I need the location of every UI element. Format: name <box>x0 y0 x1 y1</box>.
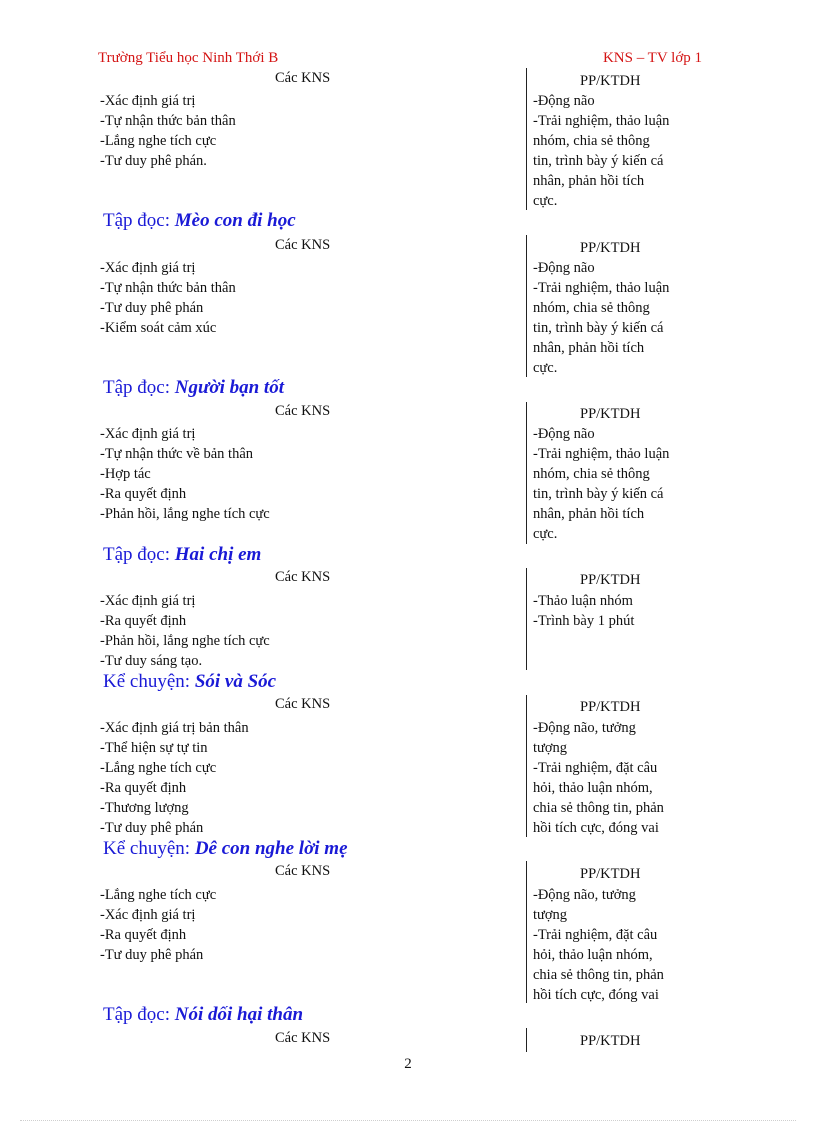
list-item: -Thể hiện sự tự tin <box>100 740 208 756</box>
kns-column-heading: Các KNS <box>275 696 331 712</box>
lesson-title <box>103 377 284 399</box>
list-item: -Ra quyết định <box>100 927 187 943</box>
kns-list <box>100 591 270 671</box>
list-item: -Tư duy phê phán <box>100 300 204 316</box>
list-item: -Ra quyết định <box>100 780 187 796</box>
list-item: -Hợp tác <box>100 466 151 482</box>
method-column-heading: PP/KTDH <box>580 406 641 422</box>
lesson-name: Sói và Sóc <box>194 671 277 692</box>
lesson-name: Người bạn tốt <box>174 377 284 398</box>
list-item: -Tự nhận thức bản thân <box>100 113 236 129</box>
lesson-title <box>103 838 348 860</box>
list-item: cực. <box>533 193 558 209</box>
list-item: -Lắng nghe tích cực <box>100 887 217 903</box>
list-item: -Xác định giá trị <box>100 426 196 442</box>
method-column-heading: PP/KTDH <box>580 699 641 715</box>
list-item: -Xác định giá trị <box>100 260 196 276</box>
column-divider <box>526 861 527 1003</box>
lesson-name: Mèo con đi học <box>174 210 296 231</box>
column-divider <box>526 1028 527 1052</box>
list-item: -Trải nghiệm, đặt câu <box>533 760 658 776</box>
method-column-heading: PP/KTDH <box>580 73 641 89</box>
kns-list <box>100 424 270 524</box>
lesson-type: Tập đọc: <box>103 544 175 565</box>
lesson-type: Tập đọc: <box>103 210 175 231</box>
method-column-heading: PP/KTDH <box>580 1033 641 1049</box>
method-column-heading: PP/KTDH <box>580 240 641 256</box>
list-item: nhân, phản hồi tích <box>533 173 645 189</box>
list-item: nhóm, chia sẻ thông <box>533 300 650 316</box>
list-item: cực. <box>533 526 558 542</box>
list-item: nhóm, chia sẻ thông <box>533 466 650 482</box>
list-item: -Xác định giá trị <box>100 593 196 609</box>
list-item: -Ra quyết định <box>100 486 187 502</box>
list-item: -Trải nghiệm, thảo luận <box>533 113 670 129</box>
list-item: tin, trình bày ý kiến cá <box>533 486 664 502</box>
lesson-title <box>103 544 261 566</box>
list-item: nhóm, chia sẻ thông <box>533 133 650 149</box>
list-item: -Trải nghiệm, đặt câu <box>533 927 658 943</box>
kns-list <box>100 258 236 338</box>
list-item: -Tư duy phê phán <box>100 947 204 963</box>
list-item: tin, trình bày ý kiến cá <box>533 320 664 336</box>
list-item: -Thương lượng <box>100 800 189 816</box>
school-name: Trường Tiểu học Ninh Thới B <box>98 50 279 66</box>
lesson-title <box>103 671 276 693</box>
subject-label: KNS – TV lớp 1 <box>602 50 702 66</box>
list-item: -Kiểm soát cảm xúc <box>100 320 217 336</box>
kns-column-heading: Các KNS <box>275 237 331 253</box>
kns-column-heading: Các KNS <box>275 569 331 585</box>
lesson-type: Kể chuyện: <box>103 838 195 859</box>
list-item: -Trải nghiệm, thảo luận <box>533 280 670 296</box>
list-item: hỏi, thảo luận nhóm, <box>533 947 653 963</box>
list-item: -Tự nhận thức bản thân <box>100 280 236 296</box>
lesson-name: Nói dối hại thân <box>174 1004 304 1025</box>
list-item: hồi tích cực, đóng vai <box>533 987 659 1003</box>
list-item: -Tư duy phê phán. <box>100 153 207 169</box>
lesson-type: Kể chuyện: <box>103 671 195 692</box>
list-item: -Động não <box>533 260 595 276</box>
list-item: -Trải nghiệm, thảo luận <box>533 446 670 462</box>
list-item: -Ra quyết định <box>100 613 187 629</box>
method-list <box>533 885 713 1005</box>
list-item: tượng <box>533 740 568 756</box>
column-divider <box>526 402 527 544</box>
list-item: chia sẻ thông tin, phản <box>533 967 664 983</box>
kns-list <box>100 91 236 171</box>
lesson-title <box>103 1004 303 1026</box>
kns-column-heading: Các KNS <box>275 70 331 86</box>
list-item: -Phản hồi, lắng nghe tích cực <box>100 506 270 522</box>
list-item: -Động não <box>533 426 595 442</box>
lesson-type: Tập đọc: <box>103 377 175 398</box>
method-list <box>533 424 713 544</box>
lesson-type: Tập đọc: <box>103 1004 175 1025</box>
lesson-name: Dê con nghe lời mẹ <box>194 838 348 859</box>
method-list <box>533 718 713 838</box>
method-column-heading: PP/KTDH <box>580 866 641 882</box>
method-list <box>533 258 713 378</box>
column-divider <box>526 68 527 210</box>
method-column-heading: PP/KTDH <box>580 572 641 588</box>
lesson-title <box>103 210 296 232</box>
kns-column-heading: Các KNS <box>275 863 331 879</box>
column-divider <box>526 235 527 377</box>
list-item: tin, trình bày ý kiến cá <box>533 153 664 169</box>
list-item: -Tư duy sáng tạo. <box>100 653 203 669</box>
list-item: hỏi, thảo luận nhóm, <box>533 780 653 796</box>
method-list <box>533 91 713 211</box>
list-item: -Xác định giá trị bản thân <box>100 720 249 736</box>
list-item: -Lắng nghe tích cực <box>100 760 217 776</box>
kns-list <box>100 885 216 965</box>
list-item: -Xác định giá trị <box>100 93 196 109</box>
column-divider <box>526 568 527 670</box>
list-item: cực. <box>533 360 558 376</box>
lesson-name: Hai chị em <box>174 544 262 565</box>
list-item: -Động não <box>533 93 595 109</box>
list-item: -Lắng nghe tích cực <box>100 133 217 149</box>
list-item: -Động não, tưởng <box>533 720 636 736</box>
kns-column-heading: Các KNS <box>275 403 331 419</box>
list-item: -Xác định giá trị <box>100 907 196 923</box>
column-divider <box>526 695 527 837</box>
page-number: 2 <box>404 1056 412 1072</box>
list-item: chia sẻ thông tin, phản <box>533 800 664 816</box>
list-item: -Trình bày 1 phút <box>533 613 635 629</box>
list-item: -Tư duy phê phán <box>100 820 204 836</box>
list-item: nhân, phản hồi tích <box>533 506 645 522</box>
list-item: -Thảo luận nhóm <box>533 593 633 609</box>
list-item: -Tự nhận thức về bản thân <box>100 446 254 462</box>
list-item: tượng <box>533 907 568 923</box>
list-item: -Phản hồi, lắng nghe tích cực <box>100 633 270 649</box>
method-list <box>533 591 713 631</box>
page-bottom-divider <box>20 1120 796 1121</box>
list-item: hồi tích cực, đóng vai <box>533 820 659 836</box>
kns-list <box>100 718 249 838</box>
list-item: nhân, phản hồi tích <box>533 340 645 356</box>
kns-column-heading: Các KNS <box>275 1030 331 1046</box>
list-item: -Động não, tưởng <box>533 887 636 903</box>
